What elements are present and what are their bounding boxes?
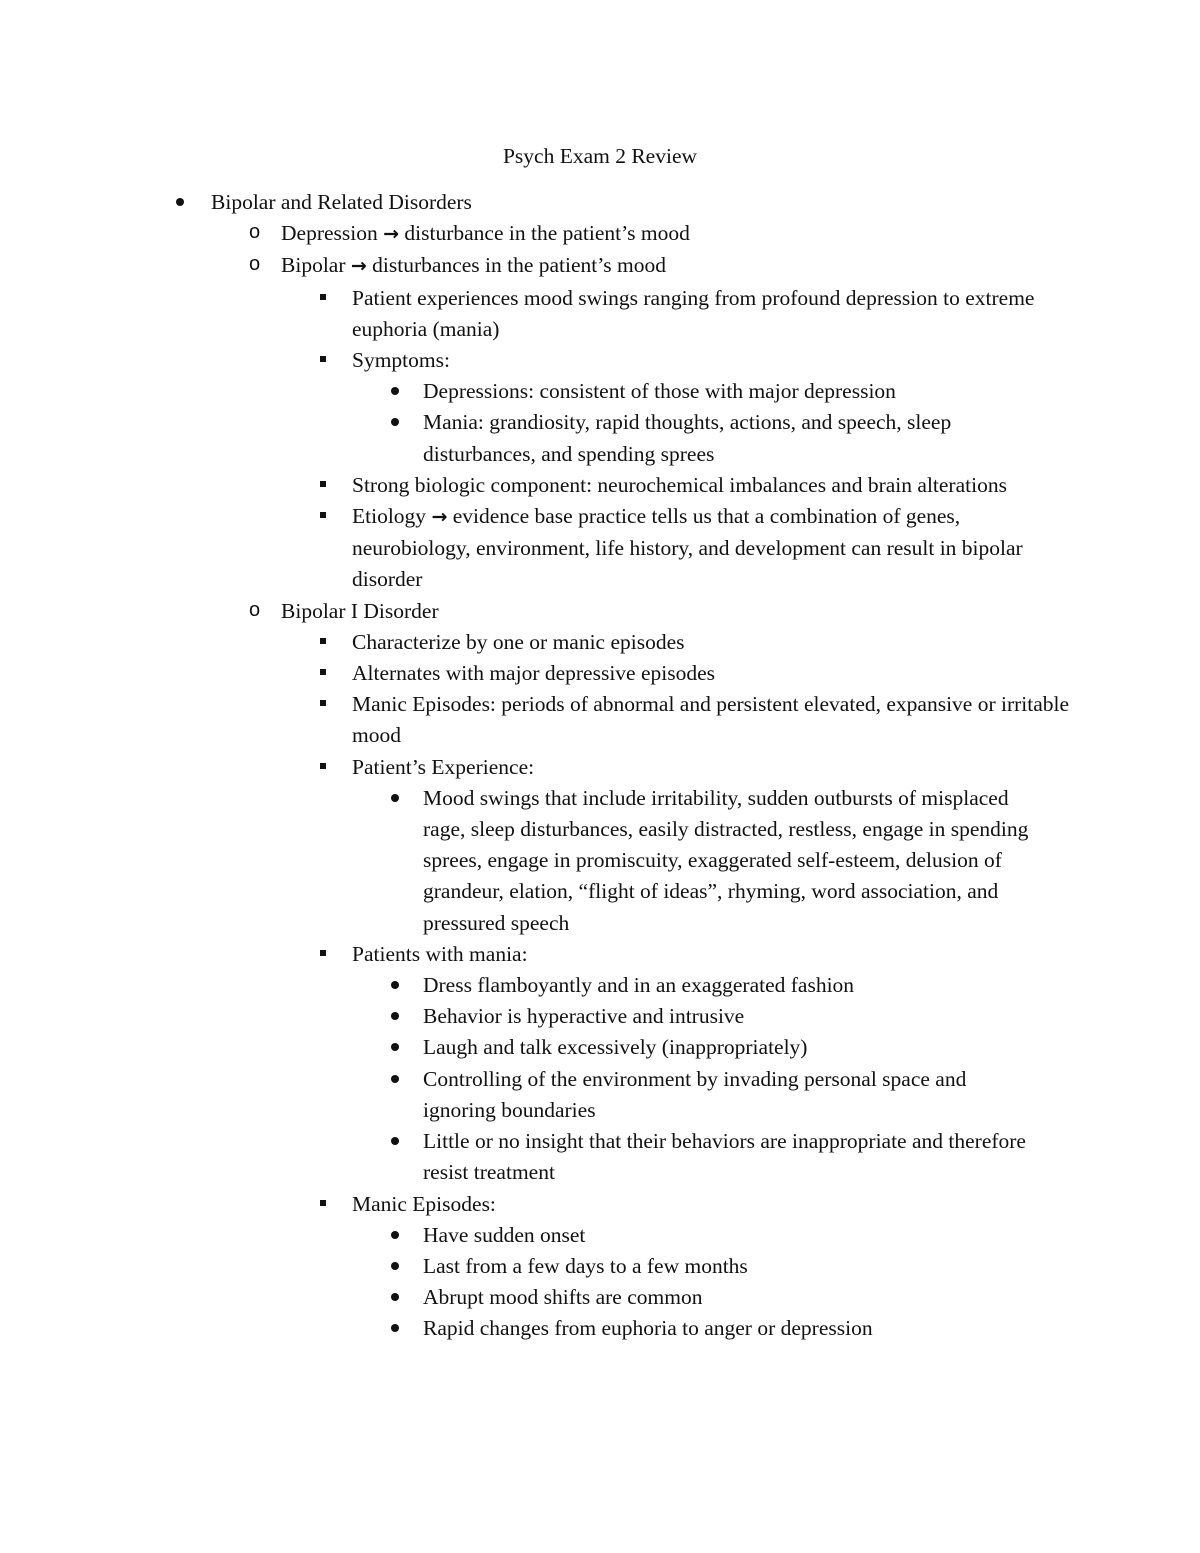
- bullet-square-icon: [311, 470, 335, 501]
- bullet-square-icon: [311, 752, 335, 783]
- item-text-after: disturbance in the patient’s mood: [399, 221, 690, 246]
- page-title: Psych Exam 2 Review: [502, 144, 698, 168]
- item-text-before: Bipolar: [281, 253, 351, 278]
- outline-item-text: [281, 221, 690, 245]
- outline-item-text: Abrupt mood shifts are common: [423, 1285, 703, 1310]
- outline-item-level-3: [0, 470, 1200, 501]
- bullet-circle-icon: [243, 250, 267, 281]
- outline-item-text: Controlling of the environment by invading personal space and ignoring boundaries: [423, 1066, 967, 1122]
- outline-item-text: Little or no insight that their behaviors are inappropriate and therefore resist treatment: [423, 1129, 1026, 1185]
- outline-item-text: Patient’s Experience:: [352, 754, 535, 779]
- outline-item-text: Depressions: consistent of those with major depression: [423, 379, 896, 404]
- bullet-disc-icon: [168, 187, 192, 218]
- bullet-disc-icon: [383, 1282, 407, 1313]
- outline-item-text: Rapid changes from euphoria to anger or depression: [423, 1316, 873, 1341]
- outline-item-level-4: [0, 1064, 1200, 1126]
- item-text-before: Depression: [281, 221, 384, 246]
- bullet-disc-icon: [383, 376, 407, 407]
- outline-item-text: Laugh and talk excessively (inappropriately): [423, 1035, 808, 1060]
- outline-item-level-2: [0, 596, 1200, 627]
- bullet-square-icon: [311, 1189, 335, 1220]
- outline-item-level-3: [0, 345, 1200, 376]
- outline-item-level-4: [0, 1251, 1200, 1282]
- outline-item-text: Have sudden onset: [423, 1222, 586, 1247]
- outline-item-text: Behavior is hyperactive and intrusive: [423, 1004, 745, 1029]
- outline-item-level-3: [0, 658, 1200, 689]
- outline-item-level-3: [0, 501, 1200, 596]
- item-text-after: disturbances in the patient’s mood: [366, 253, 666, 278]
- outline-list: [0, 187, 1200, 1345]
- bullet-square-icon: [311, 689, 335, 720]
- outline-item-level-3: [0, 752, 1200, 783]
- outline-item-text: Manic Episodes: periods of abnormal and persistent elevated, expansive or irritable mood: [352, 692, 1070, 748]
- outline-item-text: Mood swings that include irritability, sudden outbursts of misplaced rage, sleep disturbances, easily distracted, restless, engage in spending sprees, engage in promiscuity, exaggerated self-esteem, delusion of grandeur, elation, “flight of ideas”, rhyming, word association, and pressured speech: [423, 785, 1029, 935]
- bullet-disc-icon: [383, 783, 407, 814]
- outline-item-level-2: [0, 250, 1200, 282]
- right-arrow-icon: →: [350, 255, 367, 278]
- outline-item-level-3: [0, 1189, 1200, 1220]
- outline-item-level-3: [0, 939, 1200, 970]
- outline-item-text: Strong biologic component: neurochemical imbalances and brain alterations: [352, 472, 1007, 497]
- outline-item-level-4: [0, 1282, 1200, 1313]
- outline-item-level-3: [0, 627, 1200, 658]
- outline-item-text: Patients with mania:: [352, 941, 528, 966]
- bullet-disc-icon: [383, 1126, 407, 1157]
- outline-item-text: Patient experiences mood swings ranging from profound depression to extreme euphoria (mania): [352, 285, 1035, 341]
- bullet-square-icon: [311, 345, 335, 376]
- bullet-square-icon: [311, 501, 335, 532]
- outline-item-level-2: [0, 218, 1200, 250]
- bullet-circle-icon: [243, 596, 267, 627]
- outline-item-level-4: [0, 1313, 1200, 1344]
- outline-item-level-1: [0, 187, 1200, 218]
- outline-item-level-3: [0, 689, 1200, 751]
- outline-item-text: Alternates with major depressive episodes: [352, 661, 716, 686]
- outline-item-text: Bipolar I Disorder: [281, 598, 439, 623]
- bullet-square-icon: [311, 939, 335, 970]
- outline-item-text: [281, 253, 666, 277]
- outline-item-text: Bipolar and Related Disorders: [211, 190, 472, 214]
- item-text-after: evidence base practice tells us that a combination of genes, neurobiology, environment, life history, and development can result in bipolar disorder: [352, 504, 1023, 592]
- outline-item-level-4: [0, 970, 1200, 1001]
- bullet-disc-icon: [383, 1064, 407, 1095]
- bullet-square-icon: [311, 658, 335, 689]
- outline-item-text: Mania: grandiosity, rapid thoughts, actions, and speech, sleep disturbances, and spending sprees: [423, 410, 952, 466]
- right-arrow-icon: →: [431, 506, 448, 529]
- outline-item-text: Symptoms:: [352, 348, 450, 373]
- bullet-disc-icon: [383, 970, 407, 1001]
- bullet-disc-icon: [383, 1001, 407, 1032]
- outline-item-level-4: [0, 783, 1200, 939]
- bullet-disc-icon: [383, 1313, 407, 1344]
- bullet-disc-icon: [383, 1032, 407, 1063]
- outline-item-level-4: [0, 1220, 1200, 1251]
- outline-item-level-4: [0, 1032, 1200, 1063]
- outline-item-level-3: [0, 283, 1200, 345]
- bullet-disc-icon: [383, 407, 407, 438]
- outline-item-text: Dress flamboyantly and in an exaggerated fashion: [423, 973, 855, 998]
- bullet-disc-icon: [383, 1220, 407, 1251]
- outline-item-text: Last from a few days to a few months: [423, 1253, 748, 1278]
- outline-item-text: [352, 504, 1023, 591]
- outline-item-text: Manic Episodes:: [352, 1191, 496, 1216]
- bullet-disc-icon: [383, 1251, 407, 1282]
- right-arrow-icon: →: [383, 223, 400, 246]
- item-text-before: Etiology: [352, 504, 432, 529]
- outline-item-level-4: [0, 1126, 1200, 1188]
- outline-item-level-4: [0, 407, 1200, 469]
- outline-item-text: Characterize by one or manic episodes: [352, 629, 685, 654]
- outline-item-level-4: [0, 1001, 1200, 1032]
- bullet-square-icon: [311, 283, 335, 314]
- outline-item-level-4: [0, 376, 1200, 407]
- bullet-square-icon: [311, 627, 335, 658]
- bullet-circle-icon: [243, 218, 267, 249]
